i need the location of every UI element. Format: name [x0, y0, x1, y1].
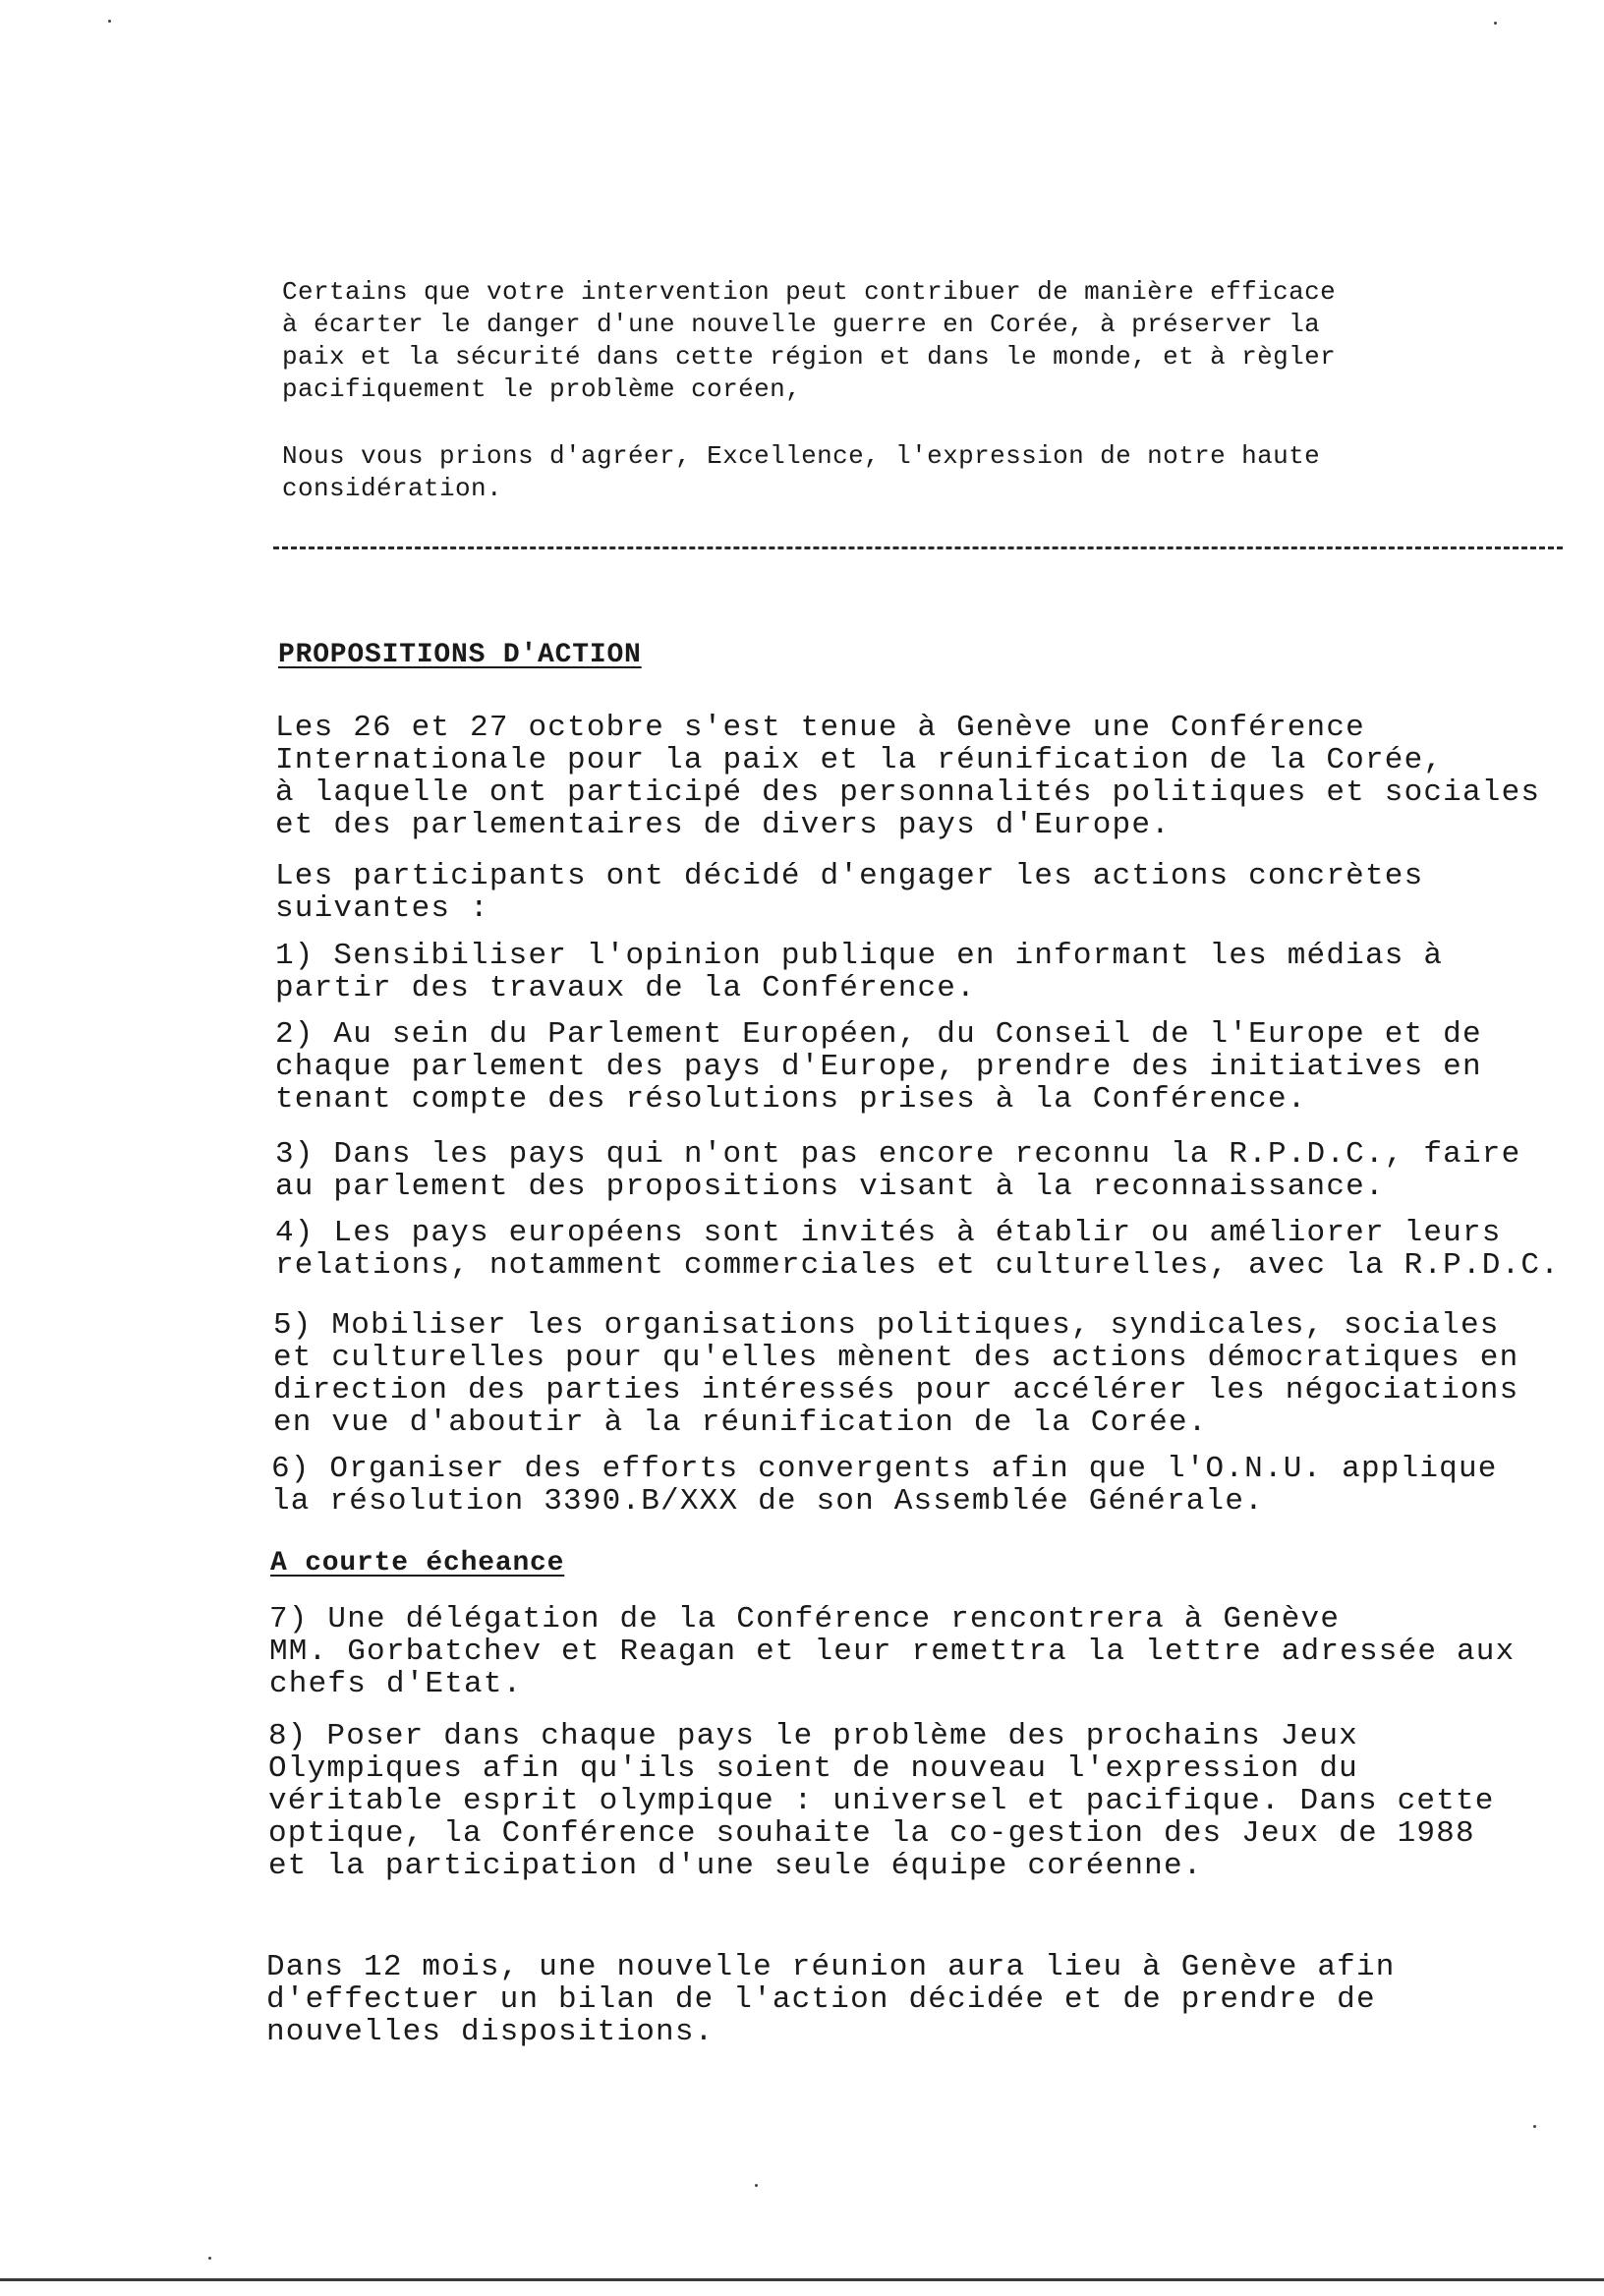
- propositions-lead: Les participants ont décidé d'engager les actions concrètes suivantes :: [275, 859, 1424, 926]
- action-item-2: 2) Au sein du Parlement Européen, du Conseil de l'Europe et de chaque parlement des pays d'Europe, prendre des initiatives en tenant compte des résolutions prises à la Conférence.: [275, 1017, 1482, 1117]
- closing-paragraph: Certains que votre intervention peut contribuer de manière efficace à écarter le danger d'une nouvelle guerre en Corée, à préserver la paix et la sécurité dans cette région et dans le monde, et à règler pacifiquement le problème coréen,: [282, 277, 1337, 404]
- salutation: Nous vous prions d'agréer, Excellence, l'expression de notre haute considération.: [282, 441, 1321, 503]
- scan-speck: [1494, 22, 1497, 25]
- action-item-5: 5) Mobiliser les organisations politiques, syndicales, sociales et culturelles pour qu'elles mènent des actions démocratiques en direction des parties intéressés pour accélérer les négociations en vue d'aboutir à la réunification de la Corée.: [273, 1308, 1519, 1440]
- dashed-separator: [273, 546, 1563, 549]
- conclusion-paragraph: Dans 12 mois, une nouvelle réunion aura lieu à Genève afin d'effectuer un bilan de l'action décidée et de prendre de nouvelles dispositions.: [266, 1950, 1396, 2049]
- action-item-6: 6) Organiser des efforts convergents afin que l'O.N.U. applique la résolution 3390.B/XXX de son Assemblée Générale.: [271, 1452, 1498, 1519]
- propositions-heading: PROPOSITIONS D'ACTION: [278, 640, 642, 670]
- action-item-1: 1) Sensibiliser l'opinion publique en informant les médias à partir des travaux de la Conférence.: [275, 939, 1444, 1005]
- propositions-intro: Les 26 et 27 octobre s'est tenue à Genève une Conférence Internationale pour la paix et la réunification de la Corée, à laquelle ont participé des personnalités politiques et sociales et des parlementaires de divers pays d'Europe.: [275, 711, 1541, 842]
- action-item-8: 8) Poser dans chaque pays le problème des prochains Jeux Olympiques afin qu'ils soient de nouveau l'expression du véritable esprit olympique : universel et pacifique. Dans cette optique, la Conférence souhaite la co-gestion des Jeux de 1988 et la participation d'une seule équipe coréenne.: [268, 1719, 1495, 1883]
- scan-speck: [1533, 2125, 1536, 2128]
- scan-speck: [108, 20, 111, 23]
- scan-speck: [208, 2257, 211, 2260]
- scan-speck: [755, 2184, 758, 2187]
- action-item-4: 4) Les pays européens sont invités à établir ou améliorer leurs relations, notamment commerciales et culturelles, avec la R.P.D.C.: [275, 1216, 1560, 1283]
- action-item-3: 3) Dans les pays qui n'ont pas encore reconnu la R.P.D.C., faire au parlement des propositions visant à la reconnaissance.: [275, 1137, 1521, 1204]
- action-item-7: 7) Une délégation de la Conférence rencontrera à Genève MM. Gorbatchev et Reagan et leur remettra la lettre adressée aux chefs d'Etat.: [269, 1602, 1516, 1701]
- bottom-edge-line: [0, 2278, 1604, 2281]
- short-term-heading: A courte écheance: [270, 1548, 565, 1578]
